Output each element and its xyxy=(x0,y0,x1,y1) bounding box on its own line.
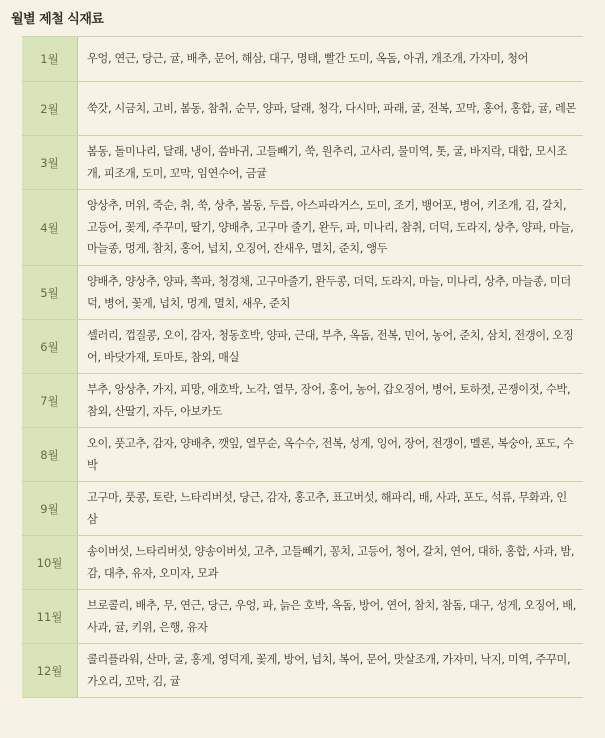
month-label: 6월 xyxy=(22,320,78,373)
ingredients-text: 콜리플라워, 산마, 굴, 홍게, 영덕게, 꽃게, 방어, 넙치, 복어, 문어, 맛살조개, 가자미, 낙지, 미역, 주꾸미, 가오리, 꼬막, 김, 귤 xyxy=(87,653,571,688)
table-row xyxy=(22,82,583,136)
ingredients-cell xyxy=(78,536,583,589)
table-row xyxy=(22,536,583,590)
ingredients-cell xyxy=(78,190,583,265)
month-label: 7월 xyxy=(22,374,78,427)
ingredients-text: 고구마, 풋콩, 토란, 느타리버섯, 당근, 감자, 홍고추, 표고버섯, 해파리, 배, 사과, 포도, 석류, 무화과, 인삼 xyxy=(87,491,567,526)
page-title: 월별 제철 식재료 xyxy=(11,12,104,27)
table-row xyxy=(22,37,583,82)
month-label: 1월 xyxy=(22,37,78,81)
ingredients-text: 쑥갓, 시금치, 고비, 봄동, 참취, 순무, 양파, 달래, 청각, 다시마, 파래, 굴, 전복, 꼬막, 홍어, 홍합, 귤, 레몬 xyxy=(87,101,576,115)
table-row xyxy=(22,190,583,266)
seasonal-ingredients-table xyxy=(22,36,583,698)
ingredients-cell xyxy=(78,266,583,319)
ingredients-cell xyxy=(78,82,583,135)
month-label: 12월 xyxy=(22,644,78,697)
month-label: 2월 xyxy=(22,82,78,135)
table-row xyxy=(22,320,583,374)
month-label: 4월 xyxy=(22,190,78,265)
ingredients-text: 우엉, 연근, 당근, 귤, 배추, 문어, 해삼, 대구, 명태, 빨간 도미, 옥돔, 아귀, 개조개, 가자미, 청어 xyxy=(87,52,529,66)
ingredients-text: 앙상추, 머위, 죽순, 취, 쑥, 상추, 봄동, 두릅, 아스파라거스, 도미, 조기, 뱅어포, 병어, 키조개, 김, 갈치, 고등어, 꽃게, 주꾸미, 딸기, 양배추, 고구마 줄기, 완두, 파, 미나리, 참취, 더덕, 도라지, 상추, 양파, 마늘, 마늘종, 멍게, 참치, 홍어, 넙치, 오징어, 잔새우, 멸치, 준치, 앵두 xyxy=(87,199,574,256)
ingredients-cell xyxy=(78,590,583,643)
ingredients-text: 오이, 풋고추, 감자, 양배추, 깻잎, 열무순, 옥수수, 전복, 성게, 잉어, 장어, 전갱이, 멜론, 복숭아, 포도, 수박 xyxy=(87,437,574,472)
table-row xyxy=(22,136,583,190)
table-row xyxy=(22,482,583,536)
ingredients-cell xyxy=(78,374,583,427)
table-row xyxy=(22,428,583,482)
month-label: 8월 xyxy=(22,428,78,481)
table-row xyxy=(22,590,583,644)
ingredients-text: 봄동, 돌미나리, 달래, 냉이, 씀바귀, 고들빼기, 쑥, 원추리, 고사리, 물미역, 톳, 굴, 바지락, 대합, 모시조개, 피조개, 도미, 꼬막, 임연수어, 금귤 xyxy=(87,145,567,180)
ingredients-cell xyxy=(78,482,583,535)
ingredients-text: 송이버섯, 느타리버섯, 양송이버섯, 고추, 고들빼기, 꽁치, 고등어, 청어, 갈치, 연어, 대하, 홍합, 사과, 밤, 감, 대추, 유자, 오미자, 모과 xyxy=(87,545,575,580)
month-label: 11월 xyxy=(22,590,78,643)
ingredients-cell xyxy=(78,644,583,697)
ingredients-cell xyxy=(78,136,583,189)
month-label: 10월 xyxy=(22,536,78,589)
month-label: 5월 xyxy=(22,266,78,319)
ingredients-text: 양배추, 양상추, 양파, 쪽파, 청경채, 고구마줄기, 완두콩, 더덕, 도라지, 마늘, 미나리, 상추, 마늘종, 미더덕, 병어, 꽃게, 넙치, 멍게, 멸치, 새우, 준치 xyxy=(87,275,571,310)
ingredients-text: 부추, 앙상추, 가지, 피망, 애호박, 노각, 열무, 장어, 홍어, 농어, 갑오징어, 병어, 토하젓, 곤쟁이젓, 수박, 참외, 산딸기, 자두, 아보카도 xyxy=(87,383,571,418)
table-row xyxy=(22,266,583,320)
month-label: 9월 xyxy=(22,482,78,535)
table-row xyxy=(22,374,583,428)
ingredients-cell xyxy=(78,320,583,373)
month-label: 3월 xyxy=(22,136,78,189)
ingredients-text: 셀러리, 껍질콩, 오이, 감자, 청동호박, 양파, 근대, 부추, 옥돔, 전복, 민어, 농어, 준치, 삼치, 전갱이, 오징어, 바닷가재, 토마토, 참외, 매실 xyxy=(87,329,574,364)
table-row xyxy=(22,644,583,698)
ingredients-cell xyxy=(78,37,583,81)
ingredients-cell xyxy=(78,428,583,481)
ingredients-text: 브로콜리, 배추, 무, 연근, 당근, 우엉, 파, 늙은 호박, 옥돔, 방어, 연어, 참치, 참돔, 대구, 성게, 오징어, 배, 사과, 귤, 키위, 은행, 유자 xyxy=(87,599,576,634)
